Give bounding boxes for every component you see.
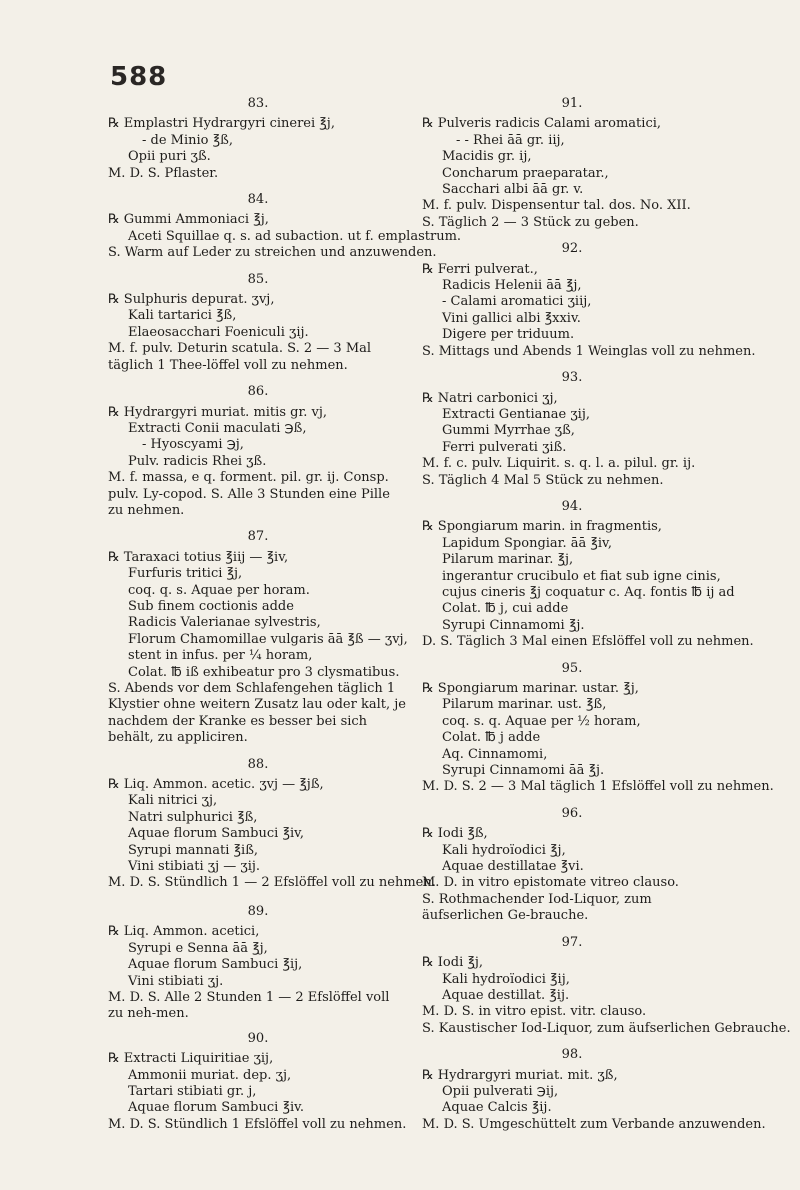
recipe-line: Pilarum marinar. ust. ℥ß, xyxy=(442,697,607,713)
recipe-line: M. D. S. Pflaster. xyxy=(108,165,219,181)
recipe-line: Lapidum Spongiar. āā ℥iv, xyxy=(442,535,612,551)
recipe-number: 96. xyxy=(561,805,583,821)
recipe-98 xyxy=(422,1047,766,1133)
recipe-line: Florum Chamomillae vulgaris āā ℥ß — ʒvj, xyxy=(128,631,408,647)
recipe-line: - Hyoscyami ℈j, xyxy=(142,437,244,453)
recipe-line: Vini stibiati ʒj — ʒij. xyxy=(128,859,261,875)
recipe-number: 93. xyxy=(561,370,583,386)
recipe-line: Sacchari albi āā gr. v. xyxy=(442,182,584,198)
recipe-83 xyxy=(108,96,408,182)
recipe-line: S. Rothmachender Iod-Liquor, zum äufserlichen Ge-brauche. xyxy=(422,891,652,924)
recipe-84 xyxy=(108,192,462,262)
recipe-number: 87. xyxy=(247,529,269,545)
recipe-92 xyxy=(422,241,756,360)
recipe-line: ℞ Emplastri Hydrargyri cinerei ℥j, xyxy=(108,116,335,132)
recipe-line: Furfuris tritici ℥j, xyxy=(128,566,243,582)
recipe-line: Elaeosacchari Foeniculi ʒij. xyxy=(128,324,309,340)
recipe-line: Extracti Conii maculati ℈ß, xyxy=(128,420,307,436)
recipe-number: 90. xyxy=(247,1030,269,1046)
recipe-line: Radicis Valerianae sylvestris, xyxy=(128,615,321,631)
recipe-line: M. D. S. 2 — 3 Mal täglich 1 Efslöffel voll zu nehmen. xyxy=(422,779,774,795)
recipe-line: M. D. S. Stündlich 1 Efslöffel voll zu nehmen. xyxy=(108,1116,407,1132)
recipe-line: ℞ Taraxaci totius ℥iij — ℥iv, xyxy=(108,549,289,565)
recipe-line: ℞ Sulphuris depurat. ʒvj, xyxy=(108,292,275,308)
recipe-line: Extracti Gentianae ʒij, xyxy=(442,406,590,422)
recipe-line: Aq. Cinnamomi, xyxy=(442,746,548,762)
recipe-line: Pilarum marinar. ℥j, xyxy=(442,552,574,568)
recipe-line: ℞ Spongiarum marin. in fragmentis, xyxy=(422,519,662,535)
recipe-number: 86. xyxy=(247,384,269,400)
recipe-90 xyxy=(108,1031,408,1133)
recipe-91 xyxy=(422,96,722,231)
recipe-line: ℞ Pulveris radicis Calami aromatici, xyxy=(422,116,662,132)
recipe-number: 85. xyxy=(247,271,269,287)
recipe-line: Syrupi mannati ℥iß, xyxy=(128,842,259,858)
recipe-number: 98. xyxy=(561,1047,583,1063)
recipe-line: - de Minio ℥ß, xyxy=(142,132,233,148)
recipe-number: 94. xyxy=(561,498,583,514)
recipe-line: Macidis gr. ij, xyxy=(442,149,532,165)
recipe-line: ℞ Natri carbonici ʒj, xyxy=(422,390,558,406)
recipe-line: Opii puri ʒß. xyxy=(128,149,211,165)
recipe-line: Aquae florum Sambuci ℥iv, xyxy=(128,826,305,842)
recipe-number: 97. xyxy=(561,934,583,950)
recipe-line: ℞ Iodi ℥ß, xyxy=(422,826,488,842)
recipe-number: 89. xyxy=(247,903,269,919)
recipe-line: M. f. massa, e q. forment. pil. gr. ij. Consp. pulv. Ly-copod. S. Alle 3 Stunden eine Pille zu nehmen. xyxy=(108,470,390,518)
recipe-line: Colat. ℔ iß exhibeatur pro 3 clysmatibus. xyxy=(128,664,400,680)
recipe-94 xyxy=(422,498,754,651)
recipe-85 xyxy=(108,272,408,374)
recipe-number: 92. xyxy=(561,241,583,257)
recipe-line: S. Warm auf Leder zu streichen und anzuwenden. xyxy=(108,245,437,261)
recipe-93 xyxy=(422,370,722,489)
recipe-line: ℞ Liq. Ammon. acetici, xyxy=(108,924,260,940)
recipe-line: ℞ Liq. Ammon. acetic. ʒvj — ℥jß, xyxy=(108,777,324,793)
recipe-line: M. D. S. Umgeschüttelt zum Verbande anzuwenden. xyxy=(422,1116,766,1132)
recipe-line: M. f. pulv. Deturin scatula. S. 2 — 3 Mal täglich 1 Thee-löffel voll zu nehmen. xyxy=(108,341,372,373)
recipe-89 xyxy=(108,904,408,1023)
recipe-line: Syrupi Cinnamomi ℥j. xyxy=(442,617,585,633)
recipe-line: Vini stibiati ʒj. xyxy=(128,973,224,989)
recipe-line: Vini gallici albi ℥xxiv. xyxy=(442,310,581,326)
recipe-line: S. Täglich 2 — 3 Stück zu geben. xyxy=(422,214,639,230)
recipe-line: ℞ Hydrargyri muriat. mit. ʒß, xyxy=(422,1067,618,1083)
recipe-line: S. Kaustischer Iod-Liquor, zum äufserlichen Gebrauche. xyxy=(422,1020,791,1036)
recipe-line: - - Rhei āā gr. iij, xyxy=(456,132,565,148)
recipe-line: S. Mittags und Abends 1 Weinglas voll zu nehmen. xyxy=(422,343,756,359)
recipe-97 xyxy=(422,934,791,1037)
recipe-line: ℞ Ferri pulverat., xyxy=(422,261,538,277)
recipe-line: Syrupi e Senna āā ℥j, xyxy=(128,940,268,956)
recipe-number: 83. xyxy=(247,96,269,111)
recipe-line: D. S. Täglich 3 Mal einen Efslöffel voll zu nehmen. xyxy=(422,634,754,650)
recipe-line: Aquae destillatae ℥vi. xyxy=(442,859,584,875)
recipe-line: Ammonii muriat. dep. ʒj, xyxy=(128,1067,292,1083)
recipe-line: Radicis Helenii āā ℥j, xyxy=(442,278,582,294)
recipe-line: Gummi Myrrhae ʒß, xyxy=(442,423,575,439)
recipe-line: coq. q. s. Aquae per horam. xyxy=(128,582,310,598)
recipe-line: Aquae florum Sambuci ℥iv. xyxy=(128,1100,305,1116)
recipe-line: Aceti Squillae q. s. ad subaction. ut f. emplastrum. xyxy=(128,228,462,244)
recipe-line: ℞ Hydrargyri muriat. mitis gr. vj, xyxy=(108,404,328,420)
recipe-line: Kali hydroïodici ℥j, xyxy=(442,842,566,858)
recipe-line: Colat. ℔ j adde xyxy=(442,730,541,746)
recipe-line: Colat. ℔ j, cui adde xyxy=(442,601,569,617)
recipe-line: Opii pulverati ℈ij, xyxy=(442,1083,559,1099)
recipe-88 xyxy=(108,756,436,892)
recipe-87 xyxy=(108,529,408,746)
recipe-line: Aquae destillat. ℥ij. xyxy=(442,987,570,1003)
recipe-line: S. Abends vor dem Schlafengehen täglich 1 Klystier ohne weitern Zusatz lau oder kalt, je nachdem der Kranke es besser bei sich behält, zu appliciren. xyxy=(108,681,406,746)
recipe-line: M. f. pulv. Dispensentur tal. dos. No. XII. xyxy=(422,198,691,214)
page-number: 588 xyxy=(110,62,168,92)
recipe-number: 91. xyxy=(561,96,583,111)
recipe-line: Concharum praeparatar., xyxy=(442,165,609,181)
recipe-line: Ferri pulverati ʒiß. xyxy=(442,439,567,455)
recipe-line: cujus cineris ℥j coquatur c. Aq. fontis ℔ ij ad xyxy=(442,584,735,600)
recipe-line: ℞ Gummi Ammoniaci ℥j, xyxy=(108,212,269,228)
recipe-number: 88. xyxy=(247,756,269,772)
recipe-line: - Calami aromatici ʒiij, xyxy=(442,294,592,310)
recipe-line: ℞ Spongiarum marinar. ustar. ℥j, xyxy=(422,681,639,696)
recipe-line: Sub finem coctionis adde xyxy=(128,598,294,614)
recipe-line: Tartari stibiati gr. j, xyxy=(128,1083,257,1099)
right-column xyxy=(422,96,791,1133)
recipe-line: M. D. S. Stündlich 1 — 2 Efslöffel voll zu nehmen. xyxy=(108,875,436,891)
recipe-line: ingerantur crucibulo et fiat sub igne cinis, xyxy=(442,568,721,584)
recipe-95 xyxy=(422,660,774,796)
recipe-line: Kali hydroïodici ℥ij, xyxy=(442,971,570,987)
recipe-line: Kali tartarici ℥ß, xyxy=(128,308,237,324)
recipe-line: coq. s. q. Aquae per ½ horam, xyxy=(442,713,641,729)
recipe-line: ℞ Extracti Liquiritiae ʒij, xyxy=(108,1051,274,1067)
recipe-line: Kali nitrici ʒj, xyxy=(128,793,218,809)
recipe-line: Natri sulphurici ℥ß, xyxy=(128,809,258,825)
recipe-line: Syrupi Cinnamomi āā ℥j. xyxy=(442,763,605,779)
recipe-line: Pulv. radicis Rhei ʒß. xyxy=(128,453,267,469)
recipe-96 xyxy=(422,806,722,925)
recipe-line: ℞ Iodi ℥j, xyxy=(422,955,484,971)
recipe-line: stent in infus. per ¼ horam, xyxy=(128,648,313,664)
recipe-line: Aquae florum Sambuci ℥ij, xyxy=(128,957,303,973)
recipe-line: Digere per triduum. xyxy=(442,327,575,343)
recipe-number: 95. xyxy=(561,660,583,676)
recipe-line: M. D. S. Alle 2 Stunden 1 — 2 Efslöffel voll zu neh-men. xyxy=(108,989,390,1022)
recipe-number: 84. xyxy=(247,192,269,208)
recipe-line: M. D. in vitro epistomate vitreo clauso. xyxy=(422,875,679,891)
recipe-line: S. Täglich 4 Mal 5 Stück zu nehmen. xyxy=(422,472,664,488)
recipe-line: M. D. S. in vitro epist. vitr. clauso. xyxy=(422,1004,647,1020)
recipe-line: M. f. c. pulv. Liquirit. s. q. l. a. pilul. gr. ij. xyxy=(422,456,696,472)
recipe-86 xyxy=(108,384,408,519)
recipe-line: Aquae Calcis ℥ij. xyxy=(442,1100,552,1116)
